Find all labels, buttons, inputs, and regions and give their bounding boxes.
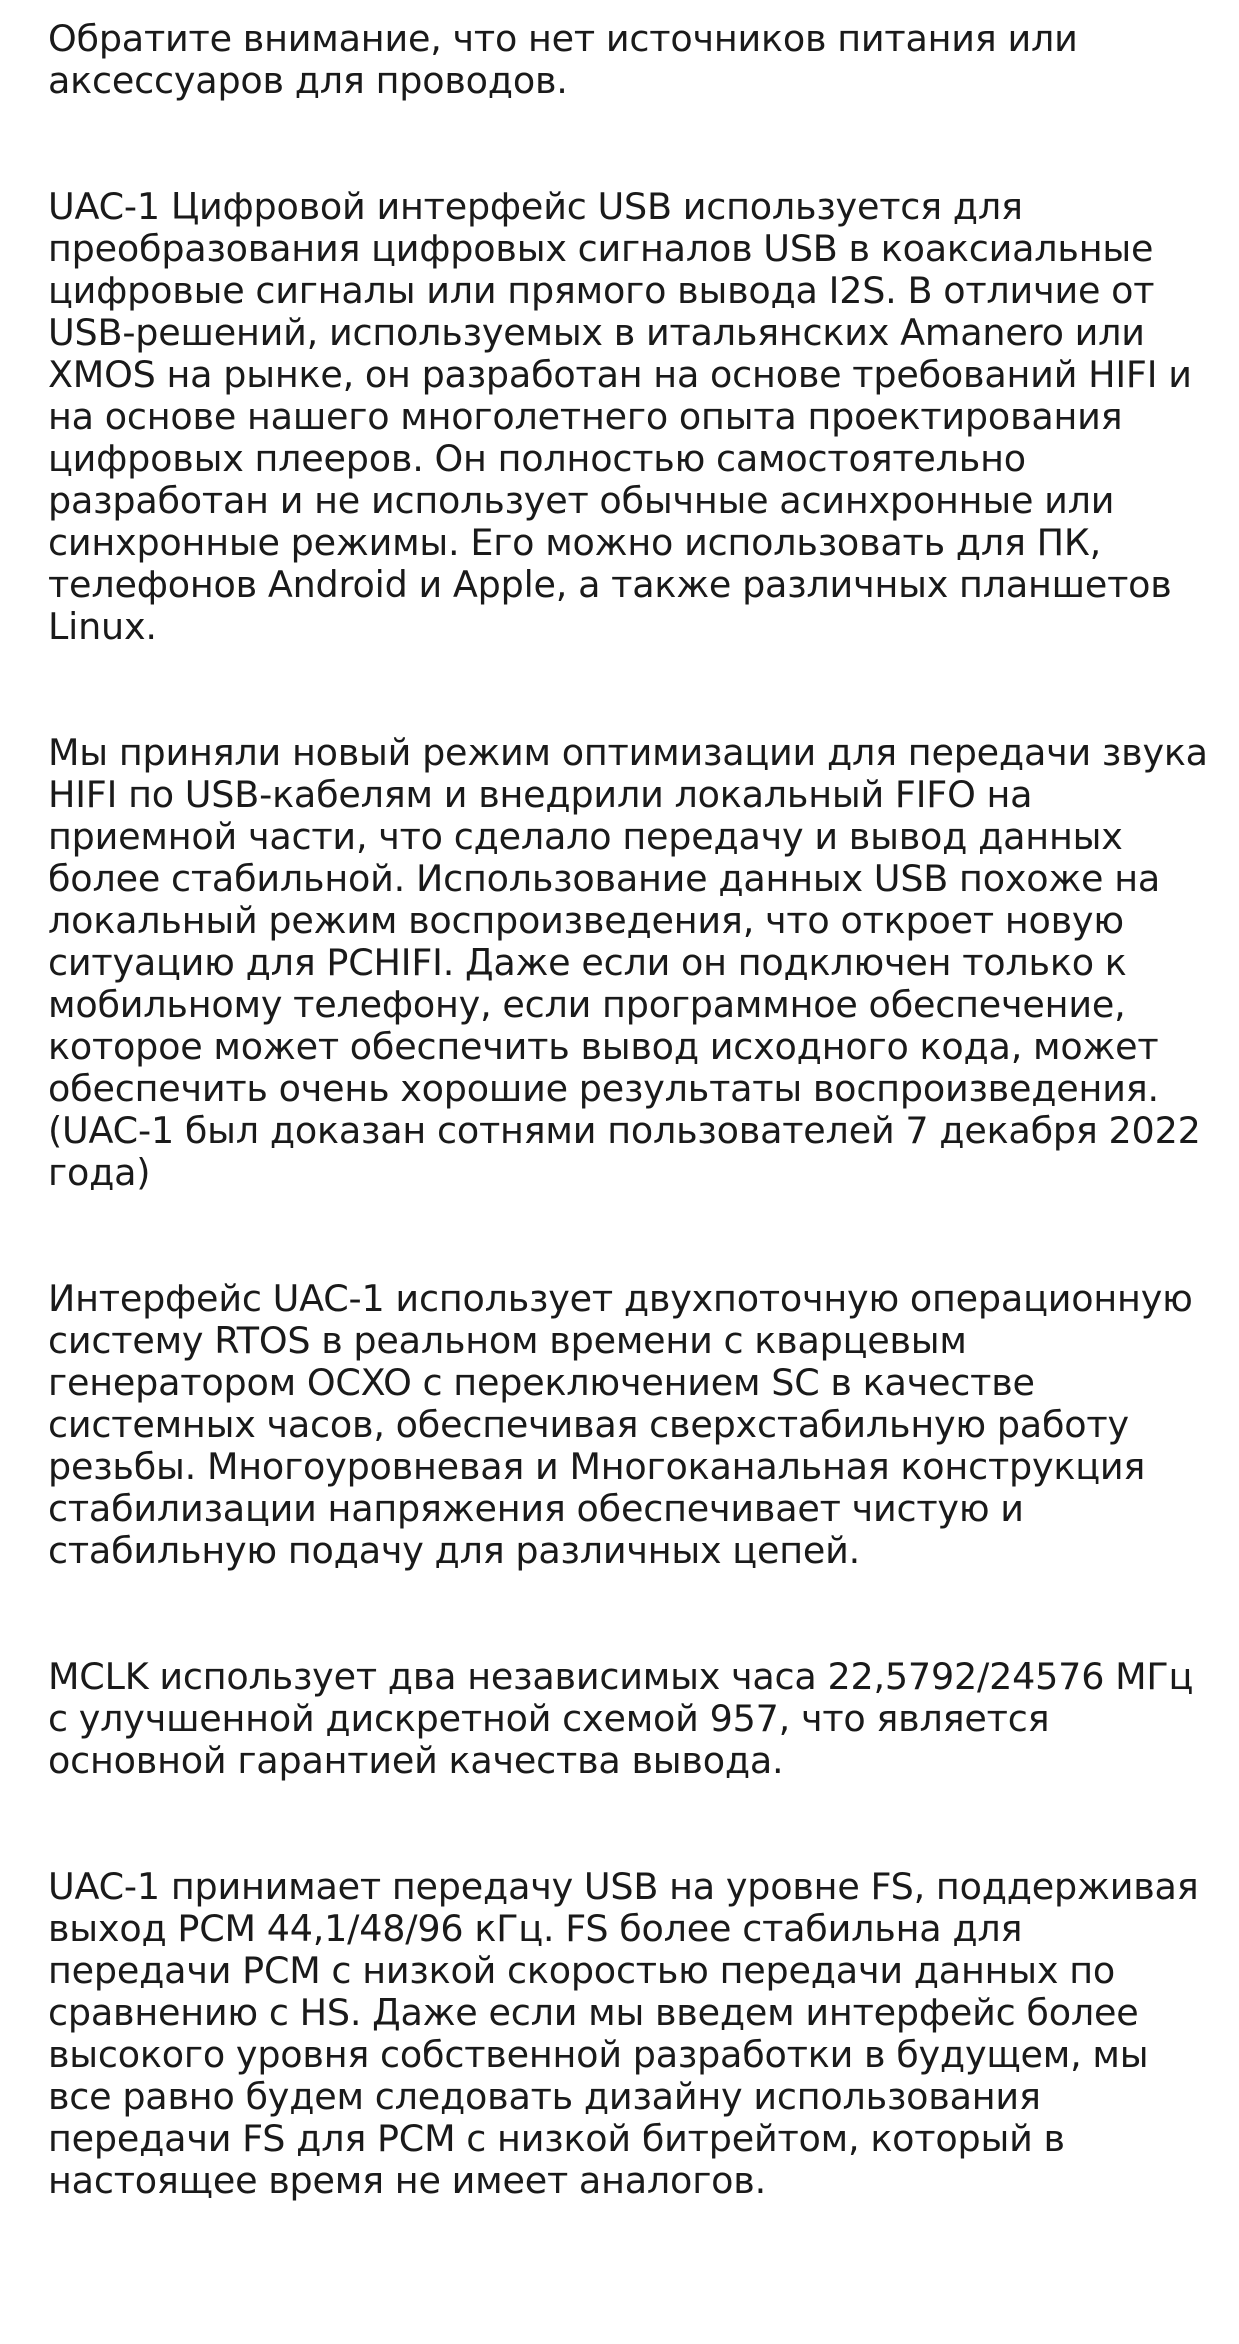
paragraph-mclk: MCLK использует два независимых часа 22,5792/24576 МГц с улучшенной дискретной схемой 957, что является основной гарантией качества вывода. bbox=[48, 1655, 1194, 1782]
paragraph-no-accessories-note: Обратите внимание, что нет источников питания или аксессуаров для проводов. bbox=[48, 17, 1078, 102]
paragraph-rtos-ocxo: Интерфейс UAC-1 использует двухпоточную операционную систему RTOS в реальном времени с кварцевым генератором OCXO с переключением SC в качестве системных часов, обеспечивая сверхстабильную работу резьбы. Многоуровневая и Многоканальная конструкция стабилизации напряжения обеспечивает чистую и стабильную подачу для различных цепей. bbox=[48, 1277, 1193, 1572]
paragraph-fs-transfer: UAC-1 принимает передачу USB на уровне FS, поддерживая выход PCM 44,1/48/96 кГц. FS более стабильна для передачи PCM с низкой скоростью передачи данных по сравнению с HS. Даже если мы введем интерфейс более высокого уровня собственной разработки в будущем, мы все равно будем следовать дизайну использования передачи FS для PCM с низкой битрейтом, который в настоящее время не имеет аналогов. bbox=[48, 1865, 1199, 2202]
paragraph-uac1-overview: UAC-1 Цифровой интерфейс USB используется для преобразования цифровых сигналов USB в коаксиальные цифровые сигналы или прямого вывода I2S. В отличие от USB-решений, используемых в итальянских Amanero или XMOS на рынке, он разработан на основе требований HIFI и на основе нашего многолетнего опыта проектирования цифровых плееров. Он полностью самостоятельно разработан и не использует обычные асинхронные или синхронные режимы. Его можно использовать для ПК, телефонов Android и Apple, а также различных планшетов Linux. bbox=[48, 185, 1192, 648]
paragraph-hifi-optimization: Мы приняли новый режим оптимизации для передачи звука HIFI по USB-кабелям и внедрили локальный FIFO на приемной части, что сделало передачу и вывод данных более стабильной. Использование данных USB похоже на локальный режим воспроизведения, что откроет новую ситуацию для PCHIFI. Даже если он подключен только к мобильному телефону, если программное обеспечение, которое может обеспечить вывод исходного кода, может обеспечить очень хорошие результаты воспроизведения. (UAC-1 был доказан сотнями пользователей 7 декабря 2022 года) bbox=[48, 731, 1208, 1194]
article-body bbox=[48, 18, 1208, 2202]
